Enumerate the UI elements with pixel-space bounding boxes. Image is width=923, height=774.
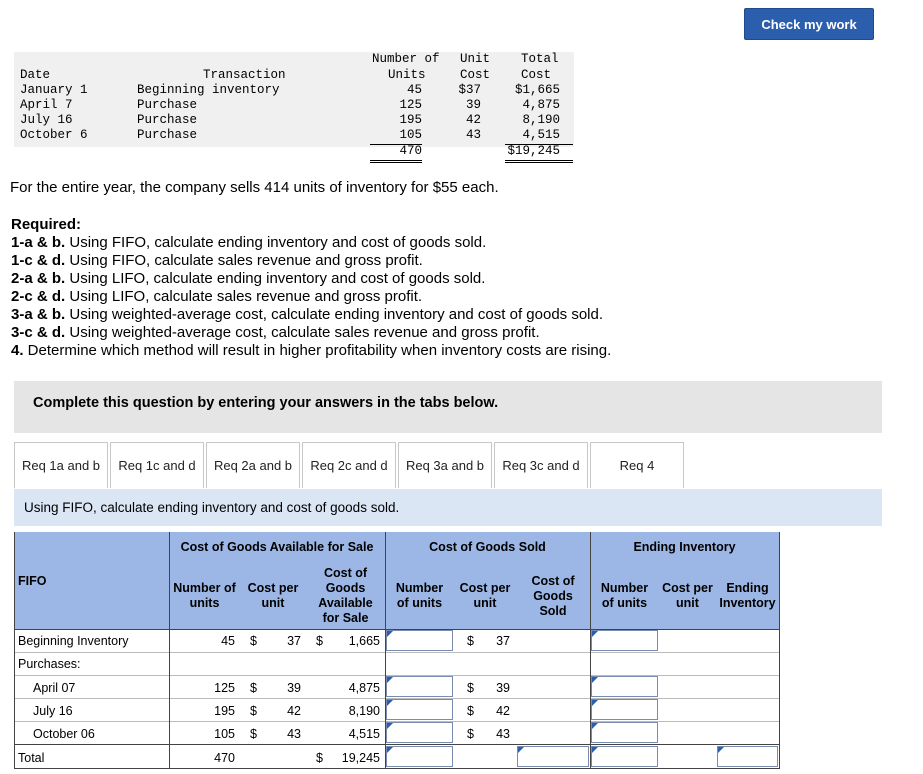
units-double-underline-1 <box>370 160 422 161</box>
row-label-total: Total <box>18 751 45 765</box>
tab-panel-header <box>14 489 882 526</box>
april-total: 4,875 <box>348 681 380 695</box>
col-header-units: Number of units <box>169 563 240 629</box>
check-my-work-button[interactable]: Check my work <box>744 8 874 40</box>
beginning-cost: 37 <box>287 634 301 648</box>
col-header-sold-total: Cost of Goods Sold <box>516 563 590 629</box>
row-label-purchases: Purchases: <box>18 657 81 671</box>
april-sold-cost: 39 <box>496 681 510 695</box>
total-units: 470 <box>214 751 235 765</box>
required-item: 3-c & d. Using weighted-average cost, calculate sales revenue and gross profit. <box>11 324 540 341</box>
row-label-october: October 06 <box>33 727 95 741</box>
total-dollar: $ <box>316 751 323 765</box>
row-transaction: Purchase <box>137 128 198 142</box>
beginning-dollar: $ <box>250 634 257 648</box>
tab-req-3c-d[interactable]: Req 3c and d <box>494 442 588 488</box>
total-sold-units-input[interactable] <box>386 746 453 767</box>
units-double-underline-2 <box>370 162 422 163</box>
date-header: Date <box>20 68 51 82</box>
total-available: 19,245 <box>341 751 380 765</box>
april-cost: 39 <box>287 681 301 695</box>
tab-req-1a-b[interactable]: Req 1a and b <box>14 442 108 488</box>
cost-header-bottom: Cost <box>460 68 491 82</box>
required-heading: Required: <box>11 216 82 233</box>
row-cost: 43 <box>465 128 481 142</box>
row-total: 4,515 <box>522 128 560 142</box>
required-item: 2-a & b. Using LIFO, calculate ending inventory and cost of goods sold. <box>11 270 486 287</box>
october-end-units-input[interactable] <box>591 722 658 743</box>
beginning-end-units-input[interactable] <box>591 630 658 651</box>
beginning-total: 1,665 <box>348 634 380 648</box>
units-header-top: Number of <box>372 52 440 66</box>
row-label-beginning: Beginning Inventory <box>18 634 129 648</box>
april-end-units-input[interactable] <box>591 676 658 697</box>
october-sold-dollar: $ <box>467 727 474 741</box>
row-total: 8,190 <box>522 113 560 127</box>
grid-line <box>14 744 780 745</box>
total-double-underline-1 <box>505 160 573 161</box>
total-cogs-input[interactable] <box>517 746 589 767</box>
total-header-bottom: Cost <box>521 68 552 82</box>
row-units: 195 <box>399 113 422 127</box>
tab-req-2a-b[interactable]: Req 2a and b <box>206 442 300 488</box>
group-header-ending: Ending Inventory <box>590 532 779 563</box>
required-item: 1-c & d. Using FIFO, calculate sales revenue and gross profit. <box>11 252 423 269</box>
row-cost: $37 <box>458 83 481 97</box>
col-header-sold-cost: Cost per unit <box>454 563 516 629</box>
required-item: 3-a & b. Using weighted-average cost, calculate ending inventory and cost of goods sold. <box>11 306 604 323</box>
april-dollar: $ <box>250 681 257 695</box>
intro-text: For the entire year, the company sells 414 units of inventory for $55 each. <box>10 179 499 196</box>
beginning-sold-units-input[interactable] <box>386 630 453 651</box>
required-item: 2-c & d. Using LIFO, calculate sales revenue and gross profit. <box>11 288 423 305</box>
method-label: FIFO <box>14 532 169 629</box>
tab-req-1c-d[interactable]: Req 1c and d <box>110 442 204 488</box>
cost-header-top: Unit <box>460 52 491 66</box>
group-header-sold: Cost of Goods Sold <box>385 532 590 563</box>
tab-req-4[interactable]: Req 4 <box>590 442 684 488</box>
july-end-units-input[interactable] <box>591 699 658 720</box>
units-header-bottom: Units <box>388 68 426 82</box>
row-units: 105 <box>399 128 422 142</box>
july-sold-dollar: $ <box>467 704 474 718</box>
beginning-dollar-total: $ <box>316 634 323 648</box>
tab-bar <box>14 442 686 489</box>
october-total: 4,515 <box>348 727 380 741</box>
july-sold-cost: 42 <box>496 704 510 718</box>
total-cost: $19,245 <box>507 144 560 158</box>
row-units: 125 <box>399 98 422 112</box>
row-transaction: Purchase <box>137 113 198 127</box>
row-date: July 16 <box>20 113 73 127</box>
instruction-banner <box>14 381 882 433</box>
banner-text: Complete this question by entering your answers in the tabs below. <box>33 395 499 411</box>
total-ending-inventory-input[interactable] <box>717 746 778 767</box>
col-header-end-total: Ending Inventory <box>716 563 779 629</box>
grid-line <box>14 652 780 653</box>
beginning-sold-cost: 37 <box>496 634 510 648</box>
july-dollar: $ <box>250 704 257 718</box>
total-header-top: Total <box>521 52 559 66</box>
row-cost: 42 <box>465 113 481 127</box>
tab-instruction: Using FIFO, calculate ending inventory and cost of goods sold. <box>24 500 400 515</box>
beginning-sold-dollar: $ <box>467 634 474 648</box>
grid-line <box>14 768 780 769</box>
required-item: 1-a & b. Using FIFO, calculate ending inventory and cost of goods sold. <box>11 234 487 251</box>
july-total: 8,190 <box>348 704 380 718</box>
fifo-table <box>14 532 780 770</box>
row-date: October 6 <box>20 128 88 142</box>
april-sold-units-input[interactable] <box>386 676 453 697</box>
row-total: 4,875 <box>522 98 560 112</box>
tab-req-2c-d[interactable]: Req 2c and d <box>302 442 396 488</box>
row-transaction: Beginning inventory <box>137 83 280 97</box>
row-date: April 7 <box>20 98 73 112</box>
october-cost: 43 <box>287 727 301 741</box>
row-label-april: April 07 <box>33 681 76 695</box>
july-cost: 42 <box>287 704 301 718</box>
total-end-units-input[interactable] <box>591 746 658 767</box>
required-item: 4. Determine which method will result in higher profitability when inventory costs are rising. <box>11 342 612 359</box>
total-units: 470 <box>399 144 422 158</box>
october-units: 105 <box>214 727 235 741</box>
transaction-header: Transaction <box>203 68 286 82</box>
row-cost: 39 <box>465 98 481 112</box>
total-double-underline-2 <box>505 162 573 163</box>
july-units: 195 <box>214 704 235 718</box>
grid-line <box>779 532 780 769</box>
row-units: 45 <box>406 83 422 97</box>
col-header-end-units: Number of units <box>590 563 659 629</box>
grid-line <box>14 532 15 769</box>
october-sold-cost: 43 <box>496 727 510 741</box>
col-header-end-cost: Cost per unit <box>659 563 716 629</box>
july-sold-units-input[interactable] <box>386 699 453 720</box>
row-date: January 1 <box>20 83 88 97</box>
tab-req-3a-b[interactable]: Req 3a and b <box>398 442 492 488</box>
required-section <box>11 216 611 360</box>
october-sold-units-input[interactable] <box>386 722 453 743</box>
row-label-july: July 16 <box>33 704 73 718</box>
row-transaction: Purchase <box>137 98 198 112</box>
beginning-units: 45 <box>221 634 235 648</box>
col-header-sold-units: Number of units <box>385 563 454 629</box>
col-header-cost-available: Cost of Goods Available for Sale <box>306 563 385 629</box>
april-sold-dollar: $ <box>467 681 474 695</box>
row-total: $1,665 <box>514 83 560 97</box>
col-header-cost-per-unit: Cost per unit <box>240 563 306 629</box>
october-dollar: $ <box>250 727 257 741</box>
group-header-available: Cost of Goods Available for Sale <box>169 532 385 563</box>
april-units: 125 <box>214 681 235 695</box>
